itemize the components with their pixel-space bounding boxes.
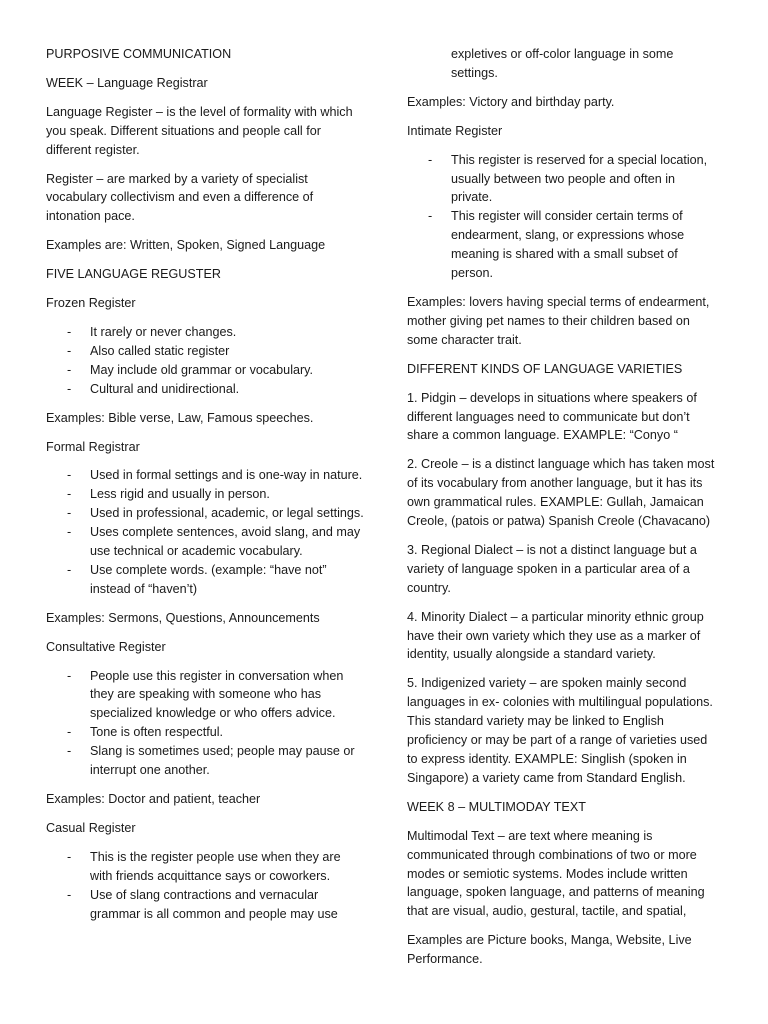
consultative-register-heading: Consultative Register [46, 639, 166, 654]
examples-general: Examples are: Written, Spoken, Signed Language [46, 238, 326, 253]
week8-heading: WEEK 8 – MULTIMODAY TEXT [407, 799, 586, 814]
variety-indigenized: 5. Indigenized variety – are spoken mainly second languages in ex- colonies with multilingual populations. This standard variety may be linked to English proficiency or may be part of a range of varieties used to express identity. EXAMPLE: Singlish (spoken in Singapore) a variety came from Standard English. [407, 676, 713, 785]
intimate-register-list [407, 151, 719, 283]
variety-pidgin: 1. Pidgin – develops in situations where speakers of different languages need to communicate but don’t share a common language. EXAMPLE: “Conyo “ [407, 390, 697, 443]
list-item: - This register will consider certain terms of endearment, slang, or expressions whose meaning is shared with a small subset of person. [451, 207, 719, 283]
variety-creole: 2. Creole – is a distinct language which has taken most of its vocabulary from another language, but it has its own grammatical rules. EXAMPLE: Gullah, Jamaican Creole, (patois or patwa) Spanish Creole (Chavacano) [407, 457, 715, 529]
variety-regional-dialect: 3. Regional Dialect – is not a distinct language but a variety of language spoken in a particular area of a country. [407, 542, 697, 595]
list-item: - This is the register people use when they are with friends acquittance says or coworkers. [90, 848, 364, 886]
frozen-register-heading: Frozen Register [46, 296, 136, 311]
list-item: - Slang is sometimes used; people may pause or interrupt one another. [90, 742, 364, 780]
list-item: - It rarely or never changes. [90, 323, 364, 342]
week-heading: WEEK – Language Registrar [46, 75, 208, 90]
five-registers-heading: FIVE LANGUAGE REGUSTER [46, 267, 221, 282]
list-item: - Tone is often respectful. [90, 723, 364, 742]
document-title: PURPOSIVE COMMUNICATION [46, 47, 232, 61]
multimodal-definition: Multimodal Text – are text where meaning is communicated through combinations of two or more modes or semiotic systems. Modes include written language, spoken language, and patterns of meaning that are visual, audio, gestural, tactile, and spatial, [407, 828, 705, 919]
list-item: - Used in formal settings and is one-way in nature. [90, 466, 364, 485]
frozen-register-list [46, 323, 364, 399]
right-column [407, 45, 719, 979]
intimate-examples: Examples: lovers having special terms of endearment, mother giving pet names to their children based on some character trait. [407, 294, 710, 347]
casual-register-continued [407, 45, 719, 83]
list-item: - Also called static register [90, 342, 364, 361]
formal-register-list [46, 466, 364, 598]
varieties-heading: DIFFERENT KINDS OF LANGUAGE VARIETIES [407, 361, 683, 376]
register-definition: Register – are marked by a variety of specialist vocabulary collectivism and even a difference of intonation pace. [46, 171, 314, 224]
consultative-examples: Examples: Doctor and patient, teacher [46, 792, 261, 806]
list-item: - Use of slang contractions and vernacular grammar is all common and people may use [90, 886, 364, 924]
list-item: - Uses complete sentences, avoid slang, and may use technical or academic vocabulary. [90, 523, 364, 561]
list-item: - People use this register in conversation when they are speaking with someone who has specialized knowledge or who offers advice. [90, 667, 364, 724]
list-item: - This register is reserved for a special location, usually between two people and often in private. [451, 151, 719, 208]
casual-register-heading: Casual Register [46, 820, 136, 835]
language-register-definition: Language Register – is the level of formality with which you speak. Different situations and people call for different register. [46, 104, 353, 157]
list-item: - Use complete words. (example: “have not” instead of “haven’t) [90, 561, 364, 599]
list-item: - Less rigid and usually in person. [90, 485, 364, 504]
intimate-register-heading: Intimate Register [407, 123, 503, 138]
consultative-register-list [46, 667, 364, 780]
formal-register-heading: Formal Registrar [46, 439, 140, 454]
multimodal-examples: Examples are Picture books, Manga, Website, Live Performance. [407, 933, 692, 967]
list-item: - Used in professional, academic, or legal settings. [90, 504, 364, 523]
list-item: - Cultural and unidirectional. [90, 380, 364, 399]
frozen-examples: Examples: Bible verse, Law, Famous speeches. [46, 410, 314, 425]
casual-register-list [46, 848, 364, 924]
casual-examples: Examples: Victory and birthday party. [407, 94, 615, 109]
formal-examples: Examples: Sermons, Questions, Announcements [46, 610, 320, 625]
left-column [46, 45, 364, 933]
list-item-continued: expletives or off-color language in some settings. [451, 47, 674, 80]
list-item: - May include old grammar or vocabulary. [90, 361, 364, 380]
variety-minority-dialect: 4. Minority Dialect – a particular minority ethnic group have their own variety which they use as a marker of identity, usually alongside a standard variety. [407, 609, 704, 662]
